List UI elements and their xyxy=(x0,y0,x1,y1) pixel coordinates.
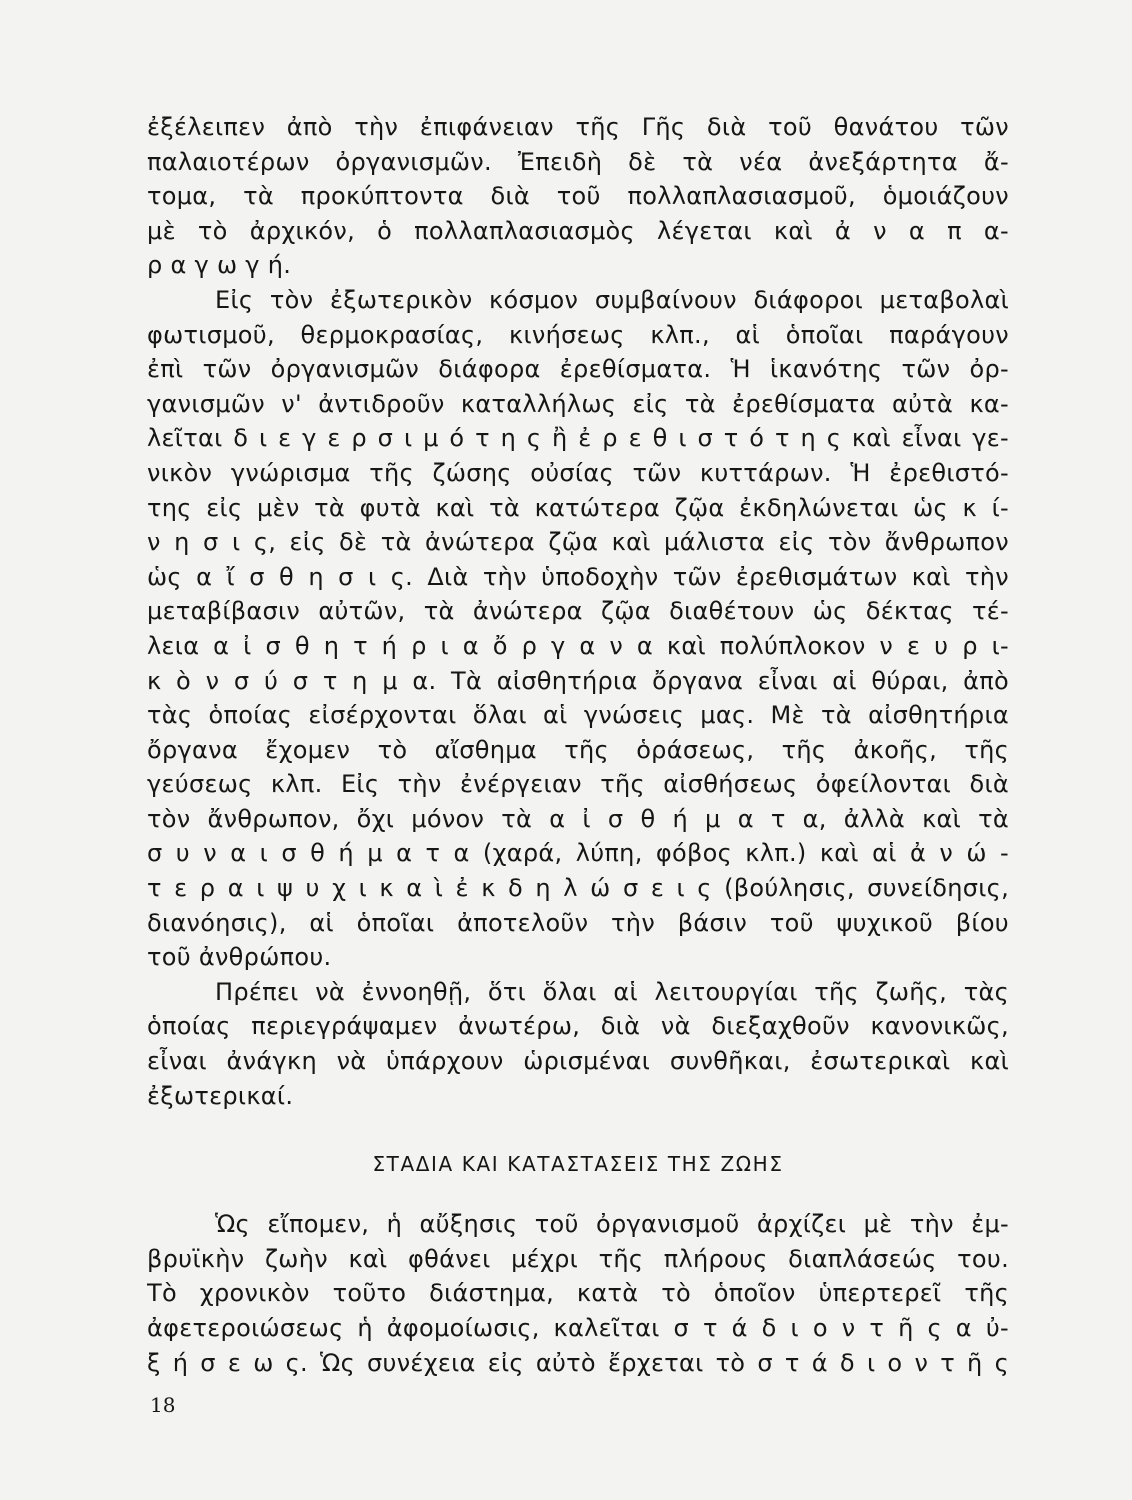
paragraph-4 xyxy=(147,1207,1009,1380)
text-line: ὄργανα ἔχομεν τὸ αἴσθημα τῆς ὁράσεως, τῆς ἀκοῆς, τῆς xyxy=(147,735,1009,764)
text-line: λεια α ἰ σ θ η τ ή ρ ι α ὄ ρ γ α ν α καὶ πολύπλοκον ν ε υ ρ ι- xyxy=(147,631,1009,660)
text-line: ξ ή σ ε ω ς. Ὡς συνέχεια εἰς αὐτὸ ἔρχεται τὸ σ τ ά δ ι ο ν τ ῆ ς xyxy=(147,1348,1009,1377)
text-line: Ὡς εἴπομεν, ἡ αὔξησις τοῦ ὀργανισμοῦ ἀρχίζει μὲ τὴν ἐμ- xyxy=(215,1210,1009,1239)
text-line: μεταβίβασιν αὐτῶν, τὰ ἀνώτερα ζῷα διαθέτουν ὡς δέκτας τέ- xyxy=(147,597,1009,626)
text-line: τὸν ἄνθρωπον, ὄχι μόνον τὰ α ἰ σ θ ή μ α τ α, ἀλλὰ καὶ τὰ xyxy=(147,804,1009,833)
text-line: ἐξωτερικαί. xyxy=(147,1081,294,1110)
paragraph-2 xyxy=(147,283,1009,975)
paragraph-3 xyxy=(147,975,1009,1113)
text-line: ὁποίας περιεγράψαμεν ἀνωτέρω, διὰ νὰ διεξαχθοῦν κανονικῶς, xyxy=(147,1012,1009,1041)
text-line: Τὸ χρονικὸν τοῦτο διάστημα, κατὰ τὸ ὁποῖον ὑπερτερεῖ τῆς xyxy=(147,1279,1009,1308)
section-heading: ΣΤΑΔΙΑ ΚΑΙ ΚΑΤΑΣΤΑΣΕΙΣ ΤΗΣ ΖΩΗΣ xyxy=(372,1152,784,1177)
text-line: ὡς α ἴ σ θ η σ ι ς. Διὰ τὴν ὑποδοχὴν τῶν ἐρεθισμάτων καὶ τὴν xyxy=(147,562,1009,591)
text-line: τὰς ὁποίας εἰσέρχονται ὅλαι αἱ γνώσεις μας. Μὲ τὰ αἰσθητήρια xyxy=(147,701,1009,730)
text-line: παλαιοτέρων ὀργανισμῶν. Ἐπειδὴ δὲ τὰ νέα ἀνεξάρτητα ἄ- xyxy=(147,147,1009,176)
text-line: βρυϊκὴν ζωὴν καὶ φθάνει μέχρι τῆς πλήρους διαπλάσεώς του. xyxy=(147,1244,1009,1273)
text-line: Εἰς τὸν ἐξωτερικὸν κόσμον συμβαίνουν διάφοροι μεταβολαὶ xyxy=(215,285,1009,314)
text-line: γανισμῶν ν' ἀντιδροῦν καταλλήλως εἰς τὰ ἐρεθίσματα αὐτὰ κα- xyxy=(147,389,1009,418)
page-number: 18 xyxy=(150,1393,176,1417)
text-line: τοῦ ἀνθρώπου. xyxy=(147,943,332,972)
page-body xyxy=(147,110,1009,1380)
text-line: φωτισμοῦ, θερμοκρασίας, κινήσεως κλπ., αἱ ὁποῖαι παράγουν xyxy=(147,320,1009,349)
text-line: μὲ τὸ ἀρχικόν, ὁ πολλαπλασιασμὸς λέγεται καὶ ἀ ν α π α- xyxy=(147,216,1009,245)
text-line: κ ὸ ν σ ύ σ τ η μ α. Τὰ αἰσθητήρια ὄργανα εἶναι αἱ θύραι, ἀπὸ xyxy=(147,666,1009,695)
text-line: ρ α γ ω γ ή. xyxy=(147,251,292,280)
text-line: ν η σ ι ς, εἰς δὲ τὰ ἀνώτερα ζῷα καὶ μάλιστα εἰς τὸν ἄνθρωπον xyxy=(147,528,1009,557)
text-line: σ υ ν α ι σ θ ή μ α τ α (χαρά, λύπη, φόβος κλπ.) καὶ αἱ ἀ ν ώ - xyxy=(147,839,1009,868)
text-line: εἶναι ἀνάγκη νὰ ὑπάρχουν ὡρισμέναι συνθῆκαι, ἐσωτερικαὶ καὶ xyxy=(147,1047,1009,1076)
paragraph-1 xyxy=(147,110,1009,283)
text-line: λεῖται δ ι ε γ ε ρ σ ι μ ό τ η ς ἢ ἐ ρ ε θ ι σ τ ό τ η ς καὶ εἶναι γε- xyxy=(147,424,1009,453)
text-line: διανόησις), αἱ ὁποῖαι ἀποτελοῦν τὴν βάσιν τοῦ ψυχικοῦ βίου xyxy=(147,908,1009,937)
text-line: ἐπὶ τῶν ὀργανισμῶν διάφορα ἐρεθίσματα. Ἡ ἱκανότης τῶν ὀρ- xyxy=(147,355,1009,384)
text-line: ἐξέλειπεν ἀπὸ τὴν ἐπιφάνειαν τῆς Γῆς διὰ τοῦ θανάτου τῶν xyxy=(147,113,1009,141)
text-line: ἀφετεροιώσεως ἡ ἀφομοίωσις, καλεῖται σ τ ά δ ι ο ν τ ῆ ς α ὐ- xyxy=(147,1314,1009,1342)
text-line: νικὸν γνώρισμα τῆς ζώσης οὐσίας τῶν κυττάρων. Ἡ ἐρεθιστό- xyxy=(147,458,1009,487)
text-line: της εἰς μὲν τὰ φυτὰ καὶ τὰ κατώτερα ζῷα ἐκδηλώνεται ὡς κ ί- xyxy=(147,493,1009,522)
text-line: τομα, τὰ προκύπτοντα διὰ τοῦ πολλαπλασιασμοῦ, ὁμοιάζουν xyxy=(147,182,1009,211)
text-line: τ ε ρ α ι ψ υ χ ι κ α ὶ ἐ κ δ η λ ώ σ ε ι ς (βούλησις, συνείδησις, xyxy=(147,874,1009,903)
text-line: Πρέπει νὰ ἐννοηθῇ, ὅτι ὅλαι αἱ λειτουργίαι τῆς ζωῆς, τὰς xyxy=(215,977,1009,1006)
text-line: γεύσεως κλπ. Εἰς τὴν ἐνέργειαν τῆς αἰσθήσεως ὀφείλονται διὰ xyxy=(147,770,1009,799)
